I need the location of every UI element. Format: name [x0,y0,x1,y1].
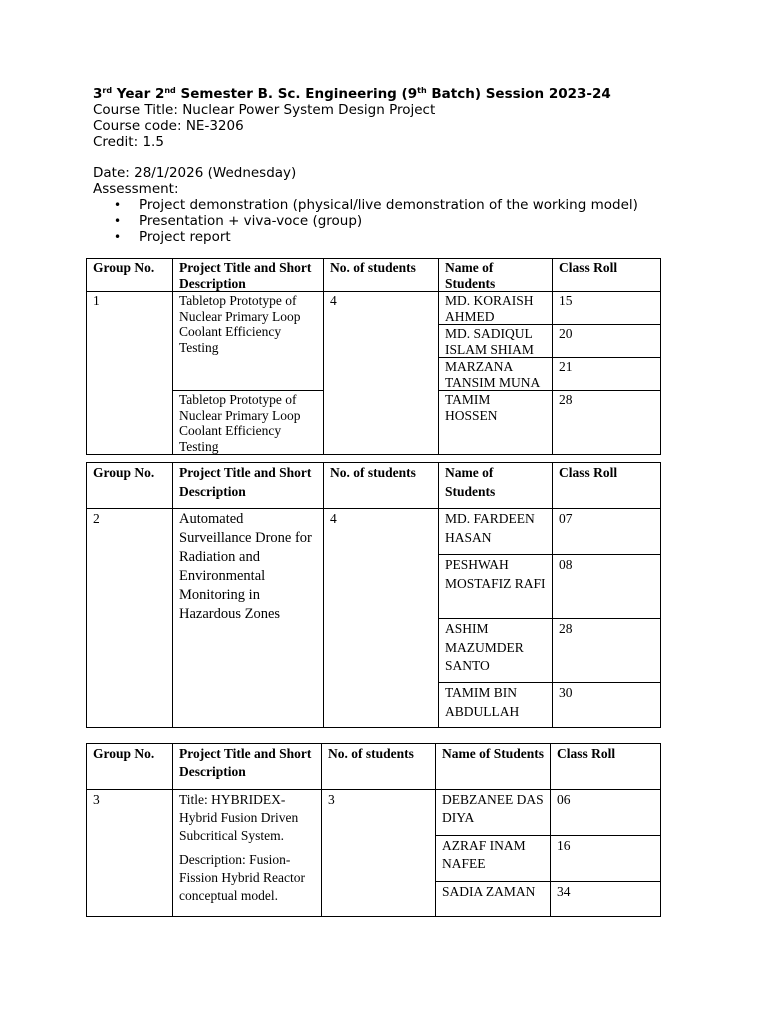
student-name: MD. SADIQUL ISLAM SHIAM [439,325,553,358]
col-num-students: No. of students [324,259,439,292]
semester-title: 3rd Year 2nd Semester B. Sc. Engineering (9th Batch) Session 2023-24 [93,86,611,102]
student-name: ASHIM MAZUMDER SANTO [439,619,553,683]
project-title-cell [173,790,322,917]
table-header-row [87,463,661,509]
assessment-label: Assessment: [93,181,179,197]
class-roll: 07 [553,509,661,555]
student-name: TAMIM HOSSEN [439,391,553,455]
class-roll: 16 [551,836,661,882]
project-title: Title: HYBRIDEX- Hybrid Fusion Driven Subcritical System. [179,792,299,843]
student-name: TAMIM BIN ABDULLAH [439,683,553,728]
student-name: AZRAF INAM NAFEE [436,836,551,882]
class-roll: 20 [553,325,661,358]
group-number: 2 [87,509,173,728]
assessment-item: • Project demonstration (physical/live demonstration of the working model) [114,197,638,213]
project-title: Tabletop Prototype of Nuclear Primary Loop Coolant Efficiency Testing [173,391,324,455]
group-2-table [86,462,661,728]
col-project-title: Project Title and Short Description [173,463,324,509]
credit: Credit: 1.5 [93,134,164,150]
class-roll: 34 [551,882,661,917]
bullet-icon: • [114,230,122,244]
date: Date: 28/1/2026 (Wednesday) [93,165,297,181]
table-row [87,790,661,836]
num-students: 3 [322,790,436,917]
student-name: DEBZANEE DAS DIYA [436,790,551,836]
group-number: 3 [87,790,173,917]
group-number: 1 [87,292,173,455]
document-header [93,86,733,245]
col-group-no: Group No. [87,463,173,509]
group-3-table [86,743,661,917]
assessment-list [93,197,733,245]
project-title: Tabletop Prototype of Nuclear Primary Loop Coolant Efficiency Testing [173,292,324,391]
class-roll: 28 [553,391,661,455]
num-students: 4 [324,509,439,728]
class-roll: 15 [553,292,661,325]
student-name: MD. KORAISH AHMED [439,292,553,325]
student-name: MARZANA TANSIM MUNA [439,358,553,391]
num-students: 4 [324,292,439,455]
group-1-table [86,258,661,455]
class-roll: 30 [553,683,661,728]
project-description: Description: Fusion-Fission Hybrid Reactor conceptual model. [179,852,305,903]
col-class-roll: Class Roll [553,463,661,509]
table-header-row [87,744,661,790]
col-num-students: No. of students [322,744,436,790]
assessment-item: • Presentation + viva-voce (group) [114,213,363,229]
course-code: Course code: NE-3206 [93,118,244,134]
col-project-title: Project Title and Short Description [173,744,322,790]
col-num-students: No. of students [324,463,439,509]
class-roll: 28 [553,619,661,683]
bullet-icon: • [114,214,122,228]
col-project-title: Project Title and Short Description [173,259,324,292]
assessment-item: • Project report [114,229,231,245]
course-title: Course Title: Nuclear Power System Design Project [93,102,436,118]
col-group-no: Group No. [87,259,173,292]
student-name: MD. FARDEEN HASAN [439,509,553,555]
class-roll: 08 [553,555,661,619]
col-names: Name of Students [439,259,553,292]
class-roll: 06 [551,790,661,836]
col-names: Name of Students [436,744,551,790]
table-header-row [87,259,661,292]
bullet-icon: • [114,198,122,212]
table-row [87,292,661,325]
col-group-no: Group No. [87,744,173,790]
col-class-roll: Class Roll [551,744,661,790]
col-class-roll: Class Roll [553,259,661,292]
table-row [87,509,661,555]
project-title: Automated Surveillance Drone for Radiation and Environmental Monitoring in Hazardous Zones [173,509,324,728]
student-name: SADIA ZAMAN [436,882,551,917]
class-roll: 21 [553,358,661,391]
student-name: PESHWAH MOSTAFIZ RAFI [439,555,553,619]
col-names: Name of Students [439,463,553,509]
